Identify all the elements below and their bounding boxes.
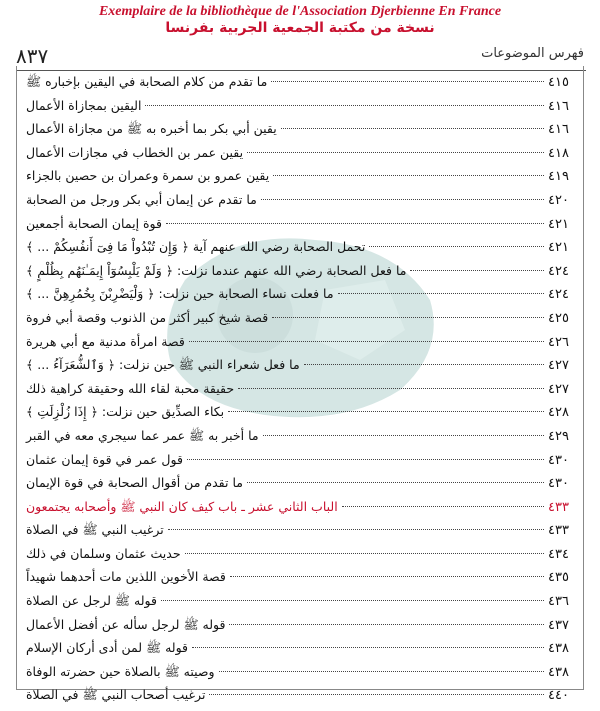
toc-entry-title: ترغيب أصحاب النبي ﷺ في الصلاة xyxy=(26,687,206,703)
toc-entry-title: اليقين بمجازاة الأعمال xyxy=(26,97,142,113)
toc-entry-title: الباب الثاني عشر ـ باب كيف كان النبي ﷺ وأصحابه يجتمعون xyxy=(26,498,338,514)
watermark-arabic-header: نسخة من مكتبة الجمعية الجربية بفرنسا xyxy=(165,20,435,36)
toc-entry[interactable] xyxy=(22,404,584,428)
toc-entry-page: ٤٣٧ xyxy=(548,617,569,633)
toc-entry-page: ٤١٦ xyxy=(548,122,569,138)
dot-leader xyxy=(272,317,544,318)
toc-entry-page: ٤٣٠ xyxy=(548,476,569,492)
toc-entry-page: ٤٢٤ xyxy=(548,287,569,303)
toc-entry-page: ٤٢٨ xyxy=(548,405,569,421)
toc-entry-title: ترغيب النبي ﷺ في الصلاة xyxy=(26,522,164,538)
toc-entry-title: قصة الأخوين اللذين مات أحدهما شهيداً xyxy=(26,569,226,585)
toc-entry-title: وصيته ﷺ بالصلاة حين حضرته الوفاة xyxy=(26,663,215,679)
toc-entry-page: ٤٢٦ xyxy=(548,334,569,350)
toc-entry-page: ٤١٨ xyxy=(548,145,569,161)
toc-entry-title: قوله ﷺ لرجل عن الصلاة xyxy=(26,593,157,609)
dot-leader xyxy=(228,411,544,412)
dot-leader xyxy=(168,529,544,530)
dot-leader xyxy=(273,175,544,176)
dot-leader xyxy=(369,246,544,247)
toc-entry-title: ما تقدم من كلام الصحابة في اليقين بإخباره ﷺ xyxy=(26,74,268,89)
toc-entry-title: بكاء الصدِّيق حين نزلت: ﴿ إِذَا زُلْزِلَتِ ﴾ xyxy=(26,404,225,420)
toc-entry-title: حقيقة محبة لقاء الله وحقيقة كراهية ذلك xyxy=(26,380,235,396)
dot-leader xyxy=(187,459,544,460)
toc-entry[interactable] xyxy=(22,452,584,476)
toc-entry-title: حديث عثمان وسلمان في ذلك xyxy=(26,545,181,561)
toc-entry[interactable] xyxy=(22,664,584,688)
dot-leader xyxy=(247,482,544,483)
dot-leader xyxy=(192,647,544,648)
toc-entry-title: ما فعل شعراء النبي ﷺ حين نزلت: ﴿ وَٱلشُّعَرَآءُ ... ﴾ xyxy=(26,357,300,373)
toc-entry[interactable] xyxy=(22,569,584,593)
dot-leader xyxy=(238,388,544,389)
toc-entry-title: تحمل الصحابة رضي الله عنهم آية ﴿ وَإِن تُبْدُواْ مَا فِىٓ أَنفُسِكُمْ ... ﴾ xyxy=(26,239,366,255)
toc-entry-page: ٤١٥ xyxy=(548,75,569,90)
toc-entry[interactable] xyxy=(22,310,584,334)
toc-entry[interactable] xyxy=(22,640,584,664)
toc-entry-title: قوله ﷺ لمن أدى أركان الإسلام xyxy=(26,640,189,656)
toc-entry-page: ٤٣٠ xyxy=(548,452,569,468)
toc-entry-page: ٤٣٣ xyxy=(548,499,569,515)
toc-entry[interactable] xyxy=(22,121,584,145)
toc-entry-page: ٤٢٧ xyxy=(548,381,569,397)
toc-entry-title: ما تقدم عن إيمان أبي بكر ورجل من الصحابة xyxy=(26,191,257,207)
toc-entry[interactable] xyxy=(22,239,584,263)
toc-entry-page: ٤٢٥ xyxy=(548,310,569,326)
toc-entry[interactable] xyxy=(22,145,584,169)
dot-leader xyxy=(229,624,544,625)
page-number: ٨٣٧ xyxy=(16,44,49,68)
dot-leader xyxy=(304,364,544,365)
toc-entry-page: ٤٣٤ xyxy=(548,546,569,562)
toc-entry-page: ٤٣٨ xyxy=(548,641,569,657)
toc-entry[interactable] xyxy=(22,381,584,405)
toc-entry[interactable] xyxy=(22,475,584,499)
toc-entry-page: ٤٤٠ xyxy=(548,688,569,704)
toc-entry-title: ما تقدم من أقوال الصحابة في قوة الإيمان xyxy=(26,475,243,491)
dot-leader xyxy=(145,105,544,106)
toc-entry-title: قوله ﷺ لرجل سأله عن أفضل الأعمال xyxy=(26,616,226,632)
toc-entry-title: يقين أبي بكر بما أخبره به ﷺ من مجازاة الأعمال xyxy=(26,121,277,137)
dot-leader xyxy=(263,435,544,436)
toc-entry-title: قوة إيمان الصحابة أجمعين xyxy=(26,215,162,231)
dot-leader xyxy=(342,506,544,507)
toc-entry[interactable] xyxy=(22,168,584,192)
toc-entry-title: قول عمر في قوة إيمان عثمان xyxy=(26,451,183,467)
toc-entry-page: ٤٢٠ xyxy=(548,192,569,208)
table-of-contents xyxy=(22,74,584,711)
toc-entry-page: ٤٣٣ xyxy=(548,523,569,539)
dot-leader xyxy=(410,270,544,271)
toc-entry-title: ما فعل الصحابة رضي الله عنهم عندما نزلت: ﴿ وَلَمْ يَلْبِسُوٓاْ إِيمَـٰنَهُم بِظُلْمٍ ﴾ xyxy=(26,262,407,278)
dot-leader xyxy=(247,152,544,153)
dot-leader xyxy=(271,81,544,82)
toc-entry[interactable] xyxy=(22,74,584,98)
dot-leader xyxy=(281,128,544,129)
dot-leader xyxy=(185,553,544,554)
toc-entry-page: ٤٢٩ xyxy=(548,428,569,444)
section-title: فهرس الموضوعات xyxy=(481,46,584,61)
toc-entry-page: ٤١٦ xyxy=(548,98,569,114)
toc-entry[interactable] xyxy=(22,593,584,617)
toc-entry-page: ٤٢١ xyxy=(548,240,569,256)
toc-entry[interactable] xyxy=(22,334,584,358)
toc-entry[interactable] xyxy=(22,546,584,570)
dot-leader xyxy=(219,671,544,672)
toc-entry-page: ٤٢٤ xyxy=(548,263,569,279)
toc-entry-page: ٤٢١ xyxy=(548,216,569,232)
dot-leader xyxy=(161,600,544,601)
toc-entry[interactable] xyxy=(22,263,584,287)
toc-entry-title: ما فعلت نساء الصحابة حين نزلت: ﴿ وَلْيَضْرِبْنَ بِخُمُرِهِنَّ ... ﴾ xyxy=(26,286,334,302)
toc-entry-page: ٤٣٦ xyxy=(548,594,569,610)
toc-entry[interactable] xyxy=(22,98,584,122)
dot-leader xyxy=(261,199,544,200)
toc-entry-page: ٤٢٧ xyxy=(548,358,569,374)
toc-entry[interactable] xyxy=(22,357,584,381)
watermark-french-header: Exemplaire de la bibliothèque de l'Association Djerbienne En France xyxy=(98,4,502,19)
toc-entry-title: ما أخبر به ﷺ عمر عما سيجري معه في القبر xyxy=(26,427,259,443)
toc-entry[interactable] xyxy=(22,522,584,546)
toc-entry-title: يقين عمرو بن سمرة وعمران بن حصين بالجزاء xyxy=(26,168,270,184)
dot-leader xyxy=(189,341,544,342)
toc-entry[interactable] xyxy=(22,687,584,711)
toc-entry[interactable] xyxy=(22,286,584,310)
toc-entry-title: يقين عمر بن الخطاب في مجازات الأعمال xyxy=(26,144,244,160)
toc-entry-title: قصة شيخ كبير أكثر من الذنوب وقصة أبي فروة xyxy=(26,309,269,325)
toc-entry[interactable] xyxy=(22,192,584,216)
toc-entry[interactable] xyxy=(22,216,584,240)
dot-leader xyxy=(338,293,544,294)
toc-entry[interactable] xyxy=(22,617,584,641)
toc-entry-title: قصة امرأة مدنية مع أبي هريرة xyxy=(26,333,185,349)
toc-entry-page: ٤١٩ xyxy=(548,169,569,185)
toc-chapter-row[interactable] xyxy=(22,499,584,523)
toc-entry[interactable] xyxy=(22,428,584,452)
toc-entry-page: ٤٣٨ xyxy=(548,664,569,680)
dot-leader xyxy=(209,694,544,695)
dot-leader xyxy=(230,576,544,577)
dot-leader xyxy=(166,223,544,224)
toc-entry-page: ٤٣٥ xyxy=(548,570,569,586)
